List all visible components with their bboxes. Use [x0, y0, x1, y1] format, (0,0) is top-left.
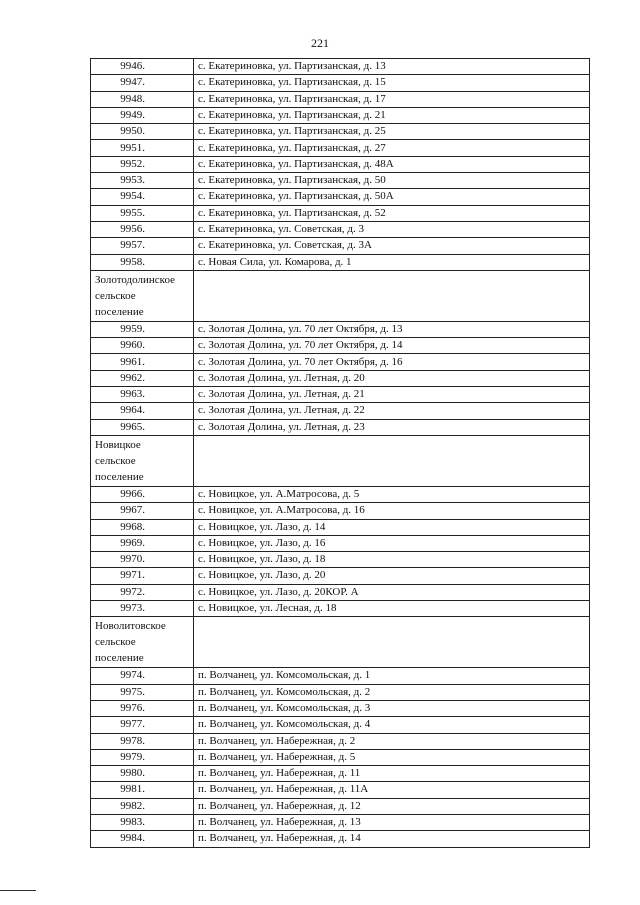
section-row: [91, 270, 590, 321]
table-row: [91, 419, 590, 435]
table-row: [91, 782, 590, 798]
section-name-line: Новолитовское: [95, 620, 166, 633]
row-number-cell: 9976.: [91, 700, 194, 716]
table-row: [91, 486, 590, 502]
row-number-cell: 9960.: [91, 338, 194, 354]
table-row: [91, 684, 590, 700]
table-row: [91, 189, 590, 205]
address-cell: с. Екатериновка, ул. Партизанская, д. 17: [194, 91, 590, 107]
address-cell: с. Новицкое, ул. Лазо, д. 20: [194, 568, 590, 584]
section-name-line: поселение: [95, 305, 144, 318]
table-row: [91, 173, 590, 189]
address-cell: с. Новицкое, ул. А.Матросова, д. 5: [194, 486, 590, 502]
address-cell: с. Золотая Долина, ул. Летная, д. 22: [194, 403, 590, 419]
address-cell: с. Екатериновка, ул. Партизанская, д. 50А: [194, 189, 590, 205]
section-row: [91, 617, 590, 668]
row-number-cell: 9963.: [91, 387, 194, 403]
row-number-cell: 9967.: [91, 503, 194, 519]
footer-divider: [0, 890, 36, 891]
address-table-body: [91, 59, 590, 848]
row-number-cell: 9951.: [91, 140, 194, 156]
table-row: [91, 321, 590, 337]
row-number-cell: 9972.: [91, 584, 194, 600]
row-number-cell: 9952.: [91, 156, 194, 172]
row-number-cell: 9977.: [91, 717, 194, 733]
table-row: [91, 831, 590, 847]
address-cell: п. Волчанец, ул. Набережная, д. 12: [194, 798, 590, 814]
section-name-line: поселение: [95, 652, 144, 665]
table-row: [91, 140, 590, 156]
address-cell: с. Золотая Долина, ул. Летная, д. 20: [194, 370, 590, 386]
address-cell: с. Золотая Долина, ул. 70 лет Октября, д. 14: [194, 338, 590, 354]
section-row: [91, 435, 590, 486]
address-cell: с. Екатериновка, ул. Партизанская, д. 13: [194, 59, 590, 75]
address-cell: с. Новицкое, ул. Лесная, д. 18: [194, 601, 590, 617]
row-number-cell: 9947.: [91, 75, 194, 91]
address-cell: с. Екатериновка, ул. Партизанская, д. 15: [194, 75, 590, 91]
table-row: [91, 668, 590, 684]
table-row: [91, 733, 590, 749]
section-name-line: сельское: [95, 636, 136, 649]
row-number-cell: 9959.: [91, 321, 194, 337]
address-cell: п. Волчанец, ул. Комсомольская, д. 3: [194, 700, 590, 716]
address-cell: п. Волчанец, ул. Набережная, д. 13: [194, 814, 590, 830]
row-number-cell: 9980.: [91, 766, 194, 782]
row-number-cell: 9968.: [91, 519, 194, 535]
section-name-line: Новицкое: [95, 438, 141, 451]
section-name-cell: [91, 270, 194, 321]
table-row: [91, 584, 590, 600]
table-row: [91, 766, 590, 782]
table-row: [91, 814, 590, 830]
address-cell: с. Екатериновка, ул. Партизанская, д. 25: [194, 124, 590, 140]
row-number-cell: 9954.: [91, 189, 194, 205]
address-cell: с. Золотая Долина, ул. Летная, д. 23: [194, 419, 590, 435]
address-cell: п. Волчанец, ул. Набережная, д. 14: [194, 831, 590, 847]
section-name-line: Золотодолинское: [95, 273, 175, 286]
table-row: [91, 254, 590, 270]
row-number-cell: 9974.: [91, 668, 194, 684]
address-cell: с. Екатериновка, ул. Партизанская, д. 52: [194, 205, 590, 221]
address-cell: с. Екатериновка, ул. Советская, д. 3: [194, 221, 590, 237]
address-cell: п. Волчанец, ул. Набережная, д. 2: [194, 733, 590, 749]
row-number-cell: 9953.: [91, 173, 194, 189]
row-number-cell: 9950.: [91, 124, 194, 140]
table-row: [91, 700, 590, 716]
row-number-cell: 9964.: [91, 403, 194, 419]
table-row: [91, 370, 590, 386]
address-table: [90, 58, 590, 848]
row-number-cell: 9965.: [91, 419, 194, 435]
row-number-cell: 9956.: [91, 221, 194, 237]
row-number-cell: 9971.: [91, 568, 194, 584]
table-row: [91, 59, 590, 75]
address-cell: с. Екатериновка, ул. Партизанская, д. 21: [194, 107, 590, 123]
address-cell: с. Золотая Долина, ул. 70 лет Октября, д. 13: [194, 321, 590, 337]
address-cell: с. Екатериновка, ул. Советская, д. 3А: [194, 238, 590, 254]
section-name-cell: [91, 617, 194, 668]
row-number-cell: 9981.: [91, 782, 194, 798]
address-cell: с. Новая Сила, ул. Комарова, д. 1: [194, 254, 590, 270]
table-row: [91, 519, 590, 535]
row-number-cell: 9973.: [91, 601, 194, 617]
row-number-cell: 9955.: [91, 205, 194, 221]
table-row: [91, 798, 590, 814]
section-empty-cell: [194, 617, 590, 668]
table-row: [91, 503, 590, 519]
address-cell: с. Новицкое, ул. А.Матросова, д. 16: [194, 503, 590, 519]
table-row: [91, 75, 590, 91]
address-cell: п. Волчанец, ул. Набережная, д. 11А: [194, 782, 590, 798]
address-cell: п. Волчанец, ул. Комсомольская, д. 4: [194, 717, 590, 733]
row-number-cell: 9949.: [91, 107, 194, 123]
address-cell: с. Золотая Долина, ул. 70 лет Октября, д. 16: [194, 354, 590, 370]
table-row: [91, 221, 590, 237]
row-number-cell: 9958.: [91, 254, 194, 270]
table-row: [91, 403, 590, 419]
address-cell: п. Волчанец, ул. Набережная, д. 5: [194, 749, 590, 765]
table-row: [91, 601, 590, 617]
table-row: [91, 156, 590, 172]
address-cell: п. Волчанец, ул. Набережная, д. 11: [194, 766, 590, 782]
address-cell: п. Волчанец, ул. Комсомольская, д. 2: [194, 684, 590, 700]
page-number: 221: [311, 36, 329, 50]
section-empty-cell: [194, 435, 590, 486]
table-row: [91, 124, 590, 140]
section-name-line: поселение: [95, 470, 144, 483]
row-number-cell: 9966.: [91, 486, 194, 502]
address-cell: с. Новицкое, ул. Лазо, д. 14: [194, 519, 590, 535]
table-row: [91, 552, 590, 568]
row-number-cell: 9957.: [91, 238, 194, 254]
row-number-cell: 9969.: [91, 535, 194, 551]
section-empty-cell: [194, 270, 590, 321]
row-number-cell: 9979.: [91, 749, 194, 765]
address-cell: п. Волчанец, ул. Комсомольская, д. 1: [194, 668, 590, 684]
row-number-cell: 9946.: [91, 59, 194, 75]
address-cell: с. Новицкое, ул. Лазо, д. 16: [194, 535, 590, 551]
row-number-cell: 9983.: [91, 814, 194, 830]
address-cell: с. Новицкое, ул. Лазо, д. 20КОР. А: [194, 584, 590, 600]
table-row: [91, 354, 590, 370]
row-number-cell: 9970.: [91, 552, 194, 568]
section-name-line: сельское: [95, 289, 136, 302]
table-row: [91, 205, 590, 221]
address-cell: с. Золотая Долина, ул. Летная, д. 21: [194, 387, 590, 403]
table-row: [91, 91, 590, 107]
section-name-cell: [91, 435, 194, 486]
address-cell: с. Новицкое, ул. Лазо, д. 18: [194, 552, 590, 568]
row-number-cell: 9961.: [91, 354, 194, 370]
table-row: [91, 717, 590, 733]
table-row: [91, 107, 590, 123]
address-cell: с. Екатериновка, ул. Партизанская, д. 48А: [194, 156, 590, 172]
row-number-cell: 9948.: [91, 91, 194, 107]
table-row: [91, 535, 590, 551]
section-name-line: сельское: [95, 454, 136, 467]
table-row: [91, 338, 590, 354]
row-number-cell: 9978.: [91, 733, 194, 749]
row-number-cell: 9982.: [91, 798, 194, 814]
table-row: [91, 238, 590, 254]
address-cell: с. Екатериновка, ул. Партизанская, д. 50: [194, 173, 590, 189]
row-number-cell: 9975.: [91, 684, 194, 700]
row-number-cell: 9984.: [91, 831, 194, 847]
table-row: [91, 568, 590, 584]
address-cell: с. Екатериновка, ул. Партизанская, д. 27: [194, 140, 590, 156]
table-row: [91, 749, 590, 765]
row-number-cell: 9962.: [91, 370, 194, 386]
table-row: [91, 387, 590, 403]
